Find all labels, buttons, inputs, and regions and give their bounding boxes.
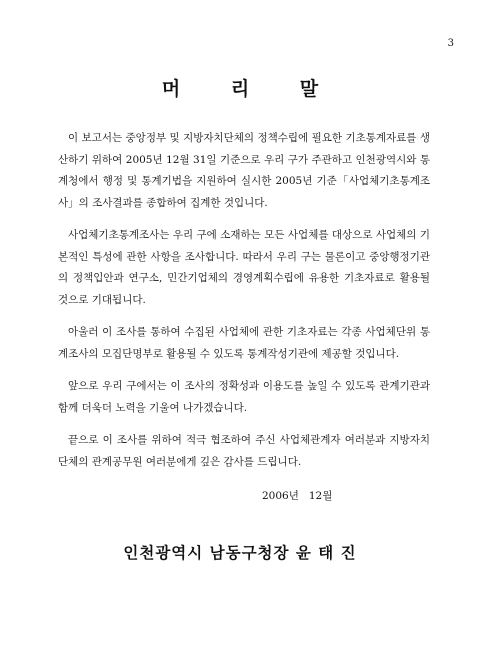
- paragraph-3: 아울러 이 조사를 통하여 수집된 사업체에 관한 기초자료는 각종 사업체단위 통계조사의 모집단명부로 활용될 수 있도록 통계작성기관에 제공할 것입니다.: [58, 326, 430, 360]
- date-month: 12월: [308, 490, 333, 502]
- preface-body: [58, 128, 430, 484]
- paragraph-1: 이 보고서는 중앙정부 및 지방자치단체의 정책수립에 필요한 기초통계자료를 생산하기 위하여 2005년 12월 31일 기준으로 우리 구가 주관하고 인천광역시와 통계청에서 행정 및 통계기법을 지원하여 실시한 2005년 기준「사업체기초통계조사」의 조사결과를 종합하여 집계한 것입니다.: [58, 132, 430, 209]
- paragraph-5: 끝으로 이 조사를 위하여 적극 협조하여 주신 사업체관계자 여러분과 지방자치단체의 관계공무원 여러분에게 깊은 감사를 드립니다.: [58, 434, 430, 468]
- paragraph-4: 앞으로 우리 구에서는 이 조사의 정확성과 이용도를 높일 수 있도록 관계기관과 함께 더욱더 노력을 기울여 나가겠습니다.: [58, 380, 430, 414]
- date-year: 2006년: [262, 490, 299, 502]
- page-title: 머 리 말: [161, 78, 341, 100]
- signature: 인천광역시 남동구청장 윤 태 진: [123, 543, 357, 562]
- paragraph-2: 사업체기초통계조사는 우리 구에 소재하는 모든 사업체를 대상으로 사업체의 기본적인 특성에 관한 사항을 조사합니다. 따라서 우리 구는 물론이고 중앙행정기관의 정책입안과 연구소, 민간기업체의 경영계획수립에 유용한 기초자료로 활용될 것으로 기대됩니다.: [58, 229, 430, 306]
- date: [262, 488, 342, 503]
- page-number: 3: [447, 38, 454, 49]
